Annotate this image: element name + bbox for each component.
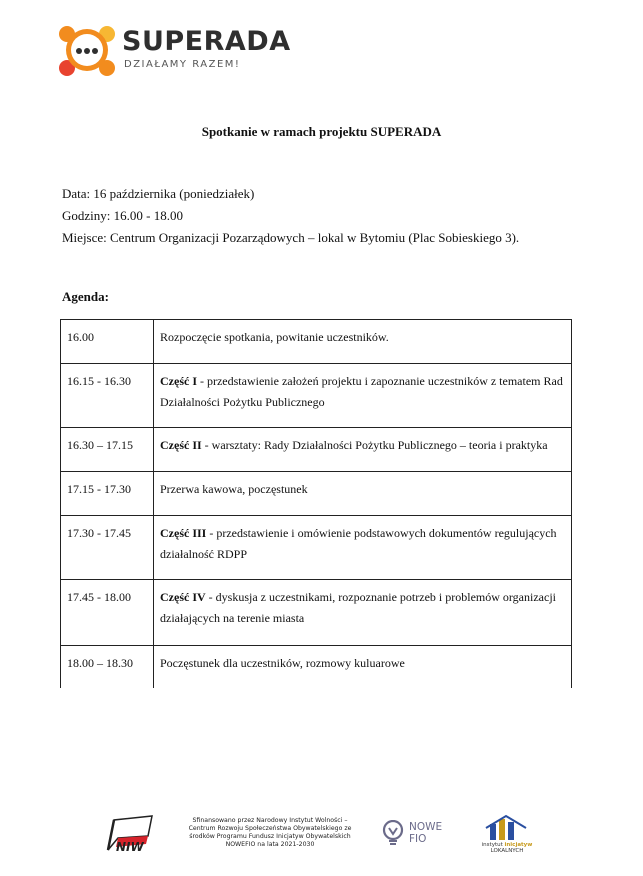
table-row	[61, 472, 572, 516]
agenda-time: 16.30 – 17.15	[61, 428, 154, 472]
agenda-part: Część II	[160, 438, 202, 452]
agenda-heading: Agenda:	[62, 289, 109, 304]
agenda-text: Rozpoczęcie spotkania, powitanie uczestników.	[160, 330, 389, 344]
table-row	[61, 364, 572, 428]
instytut-inicjatyw-label	[475, 842, 539, 854]
agenda-text: - warsztaty: Rady Działalności Pożytku Publicznego – teoria i praktyka	[201, 438, 548, 452]
logo-name: SUPERADA	[122, 26, 291, 57]
niw-label: NIW	[116, 840, 144, 854]
meeting-info	[62, 183, 519, 249]
lightbulb-icon	[381, 820, 405, 846]
agenda-text: - przedstawienie założeń projektu i zapoznanie uczestników z tematem Rad Działalności Pożytku Publicznego	[160, 374, 563, 409]
ii-label-3: LOKALNYCH	[490, 848, 524, 854]
fio-label-line1: NOWE	[409, 821, 443, 833]
instytut-inicjatyw-icon	[482, 814, 530, 842]
agenda-description	[154, 580, 572, 646]
agenda-time: 16.15 - 16.30	[61, 364, 154, 428]
agenda-time: 18.00 – 18.30	[61, 646, 154, 688]
agenda-description	[154, 516, 572, 580]
agenda-part: Część III	[160, 526, 207, 540]
funding-note: Sfinansowano przez Narodowy Instytut Wolności – Centrum Rozwoju Społeczeństwa Obywatelskiego ze środków Programu Fundusz Inicjatyw Obywatelskich NOWEFIO na lata 2021-2030	[188, 817, 352, 848]
agenda-time: 17.15 - 17.30	[61, 472, 154, 516]
table-row	[61, 320, 572, 364]
agenda-text: Poczęstunek dla uczestników, rozmowy kuluarowe	[160, 656, 405, 670]
agenda-description	[154, 364, 572, 428]
fio-label-line2: FIO	[409, 833, 427, 845]
agenda-description	[154, 320, 572, 364]
superada-logo	[58, 22, 291, 78]
agenda-time: 17.30 - 17.45	[61, 516, 154, 580]
meeting-hours: Godziny: 16.00 - 18.00	[62, 208, 183, 223]
speech-bubble-people-icon	[58, 22, 116, 78]
table-row	[61, 646, 572, 688]
meeting-place: Miejsce: Centrum Organizacji Pozarządowych – lokal w Bytomiu (Plac Sobieskiego 3).	[62, 230, 520, 245]
agenda-part: Część I	[160, 374, 197, 388]
agenda-part: Część IV	[160, 590, 206, 604]
document-title: Spotkanie w ramach projektu SUPERADA	[201, 124, 442, 139]
agenda-time: 16.00	[61, 320, 154, 364]
agenda-description	[154, 646, 572, 688]
footer-sponsors	[0, 800, 643, 860]
agenda-time: 17.45 - 18.00	[61, 580, 154, 646]
ii-label-2: inicjatyw	[504, 842, 533, 848]
table-row	[61, 580, 572, 646]
table-row	[61, 516, 572, 580]
nowe-fio-label	[409, 821, 442, 845]
agenda-text: - przedstawienie i omówienie podstawowych dokumentów regulujących działalność RDPP	[160, 526, 557, 561]
ii-label-1: instytut	[481, 842, 503, 848]
table-row	[61, 428, 572, 472]
logo-tagline: DZIAŁAMY RAZEM!	[124, 59, 241, 70]
agenda-table	[60, 319, 572, 688]
agenda-description	[154, 428, 572, 472]
agenda-text: - dyskusja z uczestnikami, rozpoznanie potrzeb i problemów organizacji działających na terenie miasta	[160, 590, 556, 625]
meeting-date: Data: 16 października (poniedziałek)	[62, 186, 255, 201]
agenda-description	[154, 472, 572, 516]
agenda-text: Przerwa kawowa, poczęstunek	[160, 482, 308, 496]
